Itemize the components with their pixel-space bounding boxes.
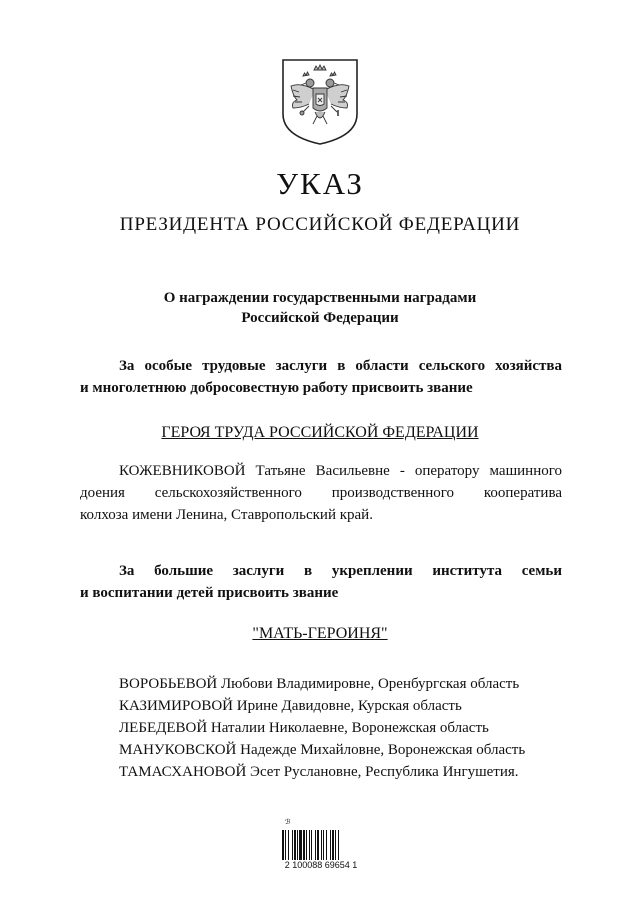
list-item: ТАМАСХАНОВОЙ Эсет Руслановне, Республика Ингушетия. xyxy=(119,764,519,780)
barcode-bar xyxy=(317,830,319,860)
recipient-line: колхоза имени Ленина, Ставропольский край. xyxy=(80,507,373,523)
intro-line: За особые трудовые заслуги в области сельского хозяйства xyxy=(119,358,562,374)
barcode-bar xyxy=(330,830,331,860)
list-item: КАЗИМИРОВОЙ Ирине Давидовне, Курская область xyxy=(119,698,462,714)
recipient-line: КОЖЕВНИКОВОЙ Татьяне Васильевне - оператору машинного xyxy=(119,463,562,479)
barcode-bar xyxy=(285,830,286,860)
barcode-bar xyxy=(321,830,322,860)
list-item: МАНУКОВСКОЙ Надежде Михайловне, Воронежская область xyxy=(119,742,526,758)
barcode-bar xyxy=(288,830,289,860)
barcode-bar xyxy=(292,830,293,860)
document-subject xyxy=(0,288,640,328)
document-subtitle: ПРЕЗИДЕНТА РОССИЙСКОЙ ФЕДЕРАЦИИ xyxy=(119,214,521,235)
barcode-bar xyxy=(315,830,316,860)
barcode-number: 2 100088 69654 1 xyxy=(284,860,358,870)
intro-line: и многолетнюю добросовестную работу присвоить звание xyxy=(80,380,473,396)
barcode-bar xyxy=(309,830,310,860)
intro-line: За большие заслуги в укреплении института семьи xyxy=(119,563,562,579)
barcode-icon xyxy=(280,830,360,860)
barcode-bar xyxy=(332,830,334,860)
barcode-bar xyxy=(326,830,327,860)
subject-line: Российской Федерации xyxy=(241,310,399,326)
barcode-bar xyxy=(335,830,336,860)
recipient-line: доения сельскохозяйственного производственного кооператива xyxy=(80,485,562,501)
barcode-bar xyxy=(323,830,324,860)
section1-intro xyxy=(80,355,562,399)
barcode-bar xyxy=(294,830,296,860)
recipients-list xyxy=(119,673,525,783)
award-title-hero-of-labor xyxy=(0,424,640,442)
barcode-bar xyxy=(311,830,312,860)
barcode-bar xyxy=(303,830,305,860)
barcode-bar xyxy=(297,830,298,860)
barcode-bar xyxy=(306,830,307,860)
barcode-bar xyxy=(338,830,339,860)
subject-line: О награждении государственными наградами xyxy=(163,290,477,306)
list-item: ЛЕБЕДЕВОЙ Наталии Николаевне, Воронежская область xyxy=(119,720,489,736)
barcode-mark: ℬ xyxy=(285,819,291,826)
intro-line: и воспитании детей присвоить звание xyxy=(80,585,339,601)
award-label: ГЕРОЯ ТРУДА РОССИЙСКОЙ ФЕДЕРАЦИИ xyxy=(161,424,479,441)
list-item: ВОРОБЬЕВОЙ Любови Владимировне, Оренбургская область xyxy=(119,676,520,692)
award-label: "МАТЬ-ГЕРОИНЯ" xyxy=(252,625,388,642)
award-title-mother-heroine xyxy=(0,625,640,643)
coat-of-arms-icon xyxy=(279,56,361,146)
section2-intro xyxy=(80,560,562,604)
barcode-bar xyxy=(282,830,284,860)
barcode-bar xyxy=(299,830,302,860)
section1-recipient xyxy=(80,460,562,526)
document-title: УКАЗ xyxy=(276,166,364,201)
